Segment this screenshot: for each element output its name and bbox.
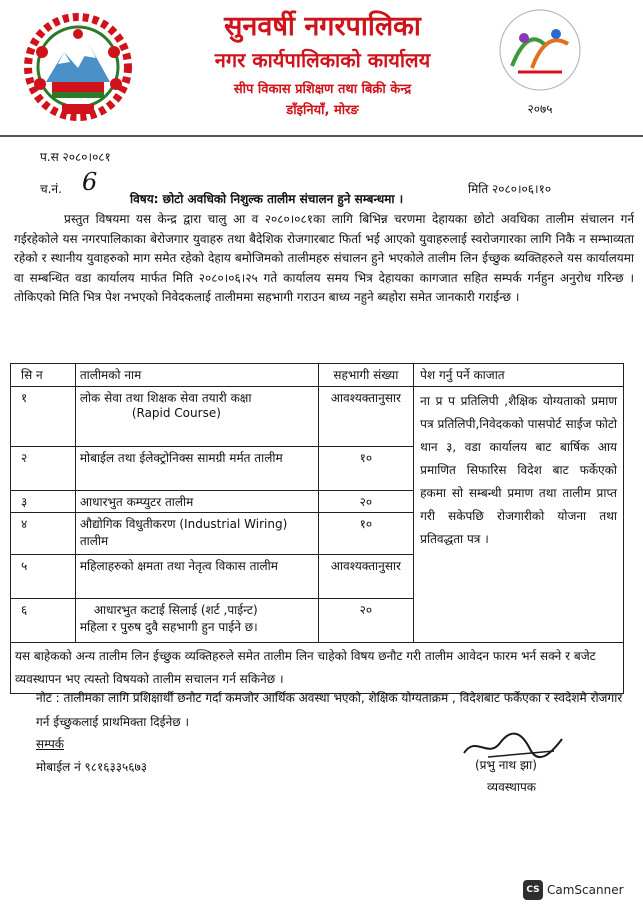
mobile-number: मोबाईल नं ९८१६३३५६७३	[36, 760, 147, 774]
row-training-name: महिलाहरुको क्षमता तथा नेतृत्व विकास तालीम	[75, 555, 318, 599]
body-text: प्रस्तुत विषयमा यस केन्द्र द्वारा चालु आ व २०८०।०८१का लागि बिभिन्न चरणमा देहायका छोटो अवधिका तालीम संचालन गर्न गईरहेकोले यस नगरपालिकाका बेरोजगार युवाहरु तथा बैदेशिक रोजगारबाट फिर्ता भई आएको युवाहरुलाई स्वरोजगारका लागि निकै न सम्भाव्यता रहेको र स्थानीय युवाहरुको माग समेत रहेको देहाय बमोजिमको तालीमहरु संचालन हुने भएकोले तालीम लिन ईच्छुक ब्यक्तिहरुले यस कार्यालयमा वा सम्बन्धित वडा कार्यालय मार्फत मिति २०८०।०६।२५ गते कार्यालय समय भित्र देहायका कागजात सहित सम्पर्क गर्नहुन अनुरोध गरिन्छ ।तोकिएको मिति भित्र पेश नभएको निवेदकलाई तालीममा सहभागी गराउन बाध्य नहुने ब्यहोरा समेत जानकारी गराईन्छ ।	[14, 212, 634, 304]
training-name-subtext: महिला र पुरुष दुवै सहभागी हुन पाईने छ।	[79, 620, 258, 634]
table-row	[11, 387, 624, 447]
subject-line: विषय: छोटो अवधिको निशुल्क तालीम संचालन हुने सम्बन्धमा ।	[130, 192, 404, 206]
row-serial: १	[11, 387, 76, 447]
row-participants: २०	[318, 491, 414, 513]
municipality-name: सुनवर्षी नगरपालिका	[224, 11, 421, 42]
training-center-logo	[488, 6, 592, 118]
header-participants: सहभागी संख्या	[318, 364, 414, 387]
office-name: नगर कार्यपालिकाको कार्यालय	[214, 48, 431, 72]
row-participants: १०	[318, 447, 414, 491]
row-serial: ६	[11, 599, 76, 643]
row-participants: आवश्यक्तानुसार	[318, 387, 414, 447]
training-name-subtext: (Rapid Course)	[131, 406, 221, 420]
body-paragraph	[14, 210, 634, 308]
signatory-designation: व्यवस्थापक	[487, 780, 536, 794]
training-name-text: लोक सेवा तथा शिक्षक सेवा तयारी कक्षा	[79, 391, 252, 405]
row-training-name: आधारभुत कम्प्युटर तालीम	[75, 491, 318, 513]
camscanner-label: CamScanner	[547, 883, 624, 897]
header-training-name: तालीमको नाम	[75, 364, 318, 387]
center-name: सीप विकास प्रशिक्षण तथा बिक्री केन्द्र	[233, 82, 412, 97]
office-address: डाँइनियाँ, मोरङ	[286, 103, 359, 118]
row-training-name: औद्योगिक विधुतीकरण (Industrial Wiring) तालीम	[75, 513, 318, 555]
camscanner-icon: CS	[523, 880, 543, 900]
header-divider	[0, 135, 643, 137]
reference-number: प.स २०८०।०८१	[40, 150, 111, 164]
required-documents: ना प्र प प्रतिलिपी ,शैक्षिक योग्यताको प्रमाण पत्र प्रतिलिपी,निवेदकको पासपोर्ट साईज फोटो थान ३, वडा कार्यालय बाट बार्षिक आय प्रमाणित सिफारिस विदेश बाट फर्केएको हकमा सो सम्बन्धी प्रमाण तथा तालीम प्राप्त गरी सकेपछि रोजगारीको योजना तथा प्रतिवद्धता पत्र ।	[414, 387, 624, 643]
row-training-name	[75, 599, 318, 643]
selection-note: नोट : तालीमका लागि प्रशिक्षार्थी छनौट गर्दा कमजोर आर्थिक अवस्था भएको, शैक्षिक योग्यताक्रम , विदेशबाट फर्केएका र स्वदेशमै रोजगार गर्न ईच्छुकलाई प्राथमिक्ता दिईनेछ ।	[36, 691, 623, 729]
table-footer-note: यस बाहेकको अन्य तालीम लिन ईच्छुक व्यक्तिहरुले समेत तालीम लिन चाहेको विषय छनौट गरी तालीम आवेदन फारम भर्न सक्ने र बजेट व्यवस्थापन भए त्यस्तो विषयको तालीम सचालन गर्न सकिनेछ ।	[11, 643, 624, 694]
dispatch-number: 6	[82, 168, 98, 196]
camscanner-watermark	[523, 880, 624, 900]
row-training-name: मोबाईल तथा ईलेक्ट्रोनिक्स सामग्री मर्मत तालीम	[75, 447, 318, 491]
nepal-emblem-logo	[22, 12, 134, 122]
row-participants: १०	[318, 513, 414, 555]
row-participants: आवश्यक्तानुसार	[318, 555, 414, 599]
contact-label: सम्पर्क	[36, 737, 64, 751]
dispatch-label: च.नं.	[40, 182, 62, 196]
row-serial: ५	[11, 555, 76, 599]
row-serial: २	[11, 447, 76, 491]
letter-date: मिति २०८०।०६।१०	[468, 182, 552, 196]
header-serial: सि न	[11, 364, 76, 387]
table-header-row	[11, 364, 624, 387]
row-serial: ३	[11, 491, 76, 513]
signatory-name: (प्रभु नाथ झा)	[475, 758, 537, 772]
row-participants: २०	[318, 599, 414, 643]
header-documents: पेश गर्नु पर्ने काजात	[414, 364, 624, 387]
logo-year: २०७५	[527, 102, 553, 116]
row-training-name	[75, 387, 318, 447]
training-table	[10, 363, 624, 694]
training-name-text: आधारभुत कटाई सिलाई (शर्ट ,पाईन्ट)	[93, 603, 258, 617]
row-serial: ४	[11, 513, 76, 555]
center-logo-graphic	[488, 6, 592, 96]
